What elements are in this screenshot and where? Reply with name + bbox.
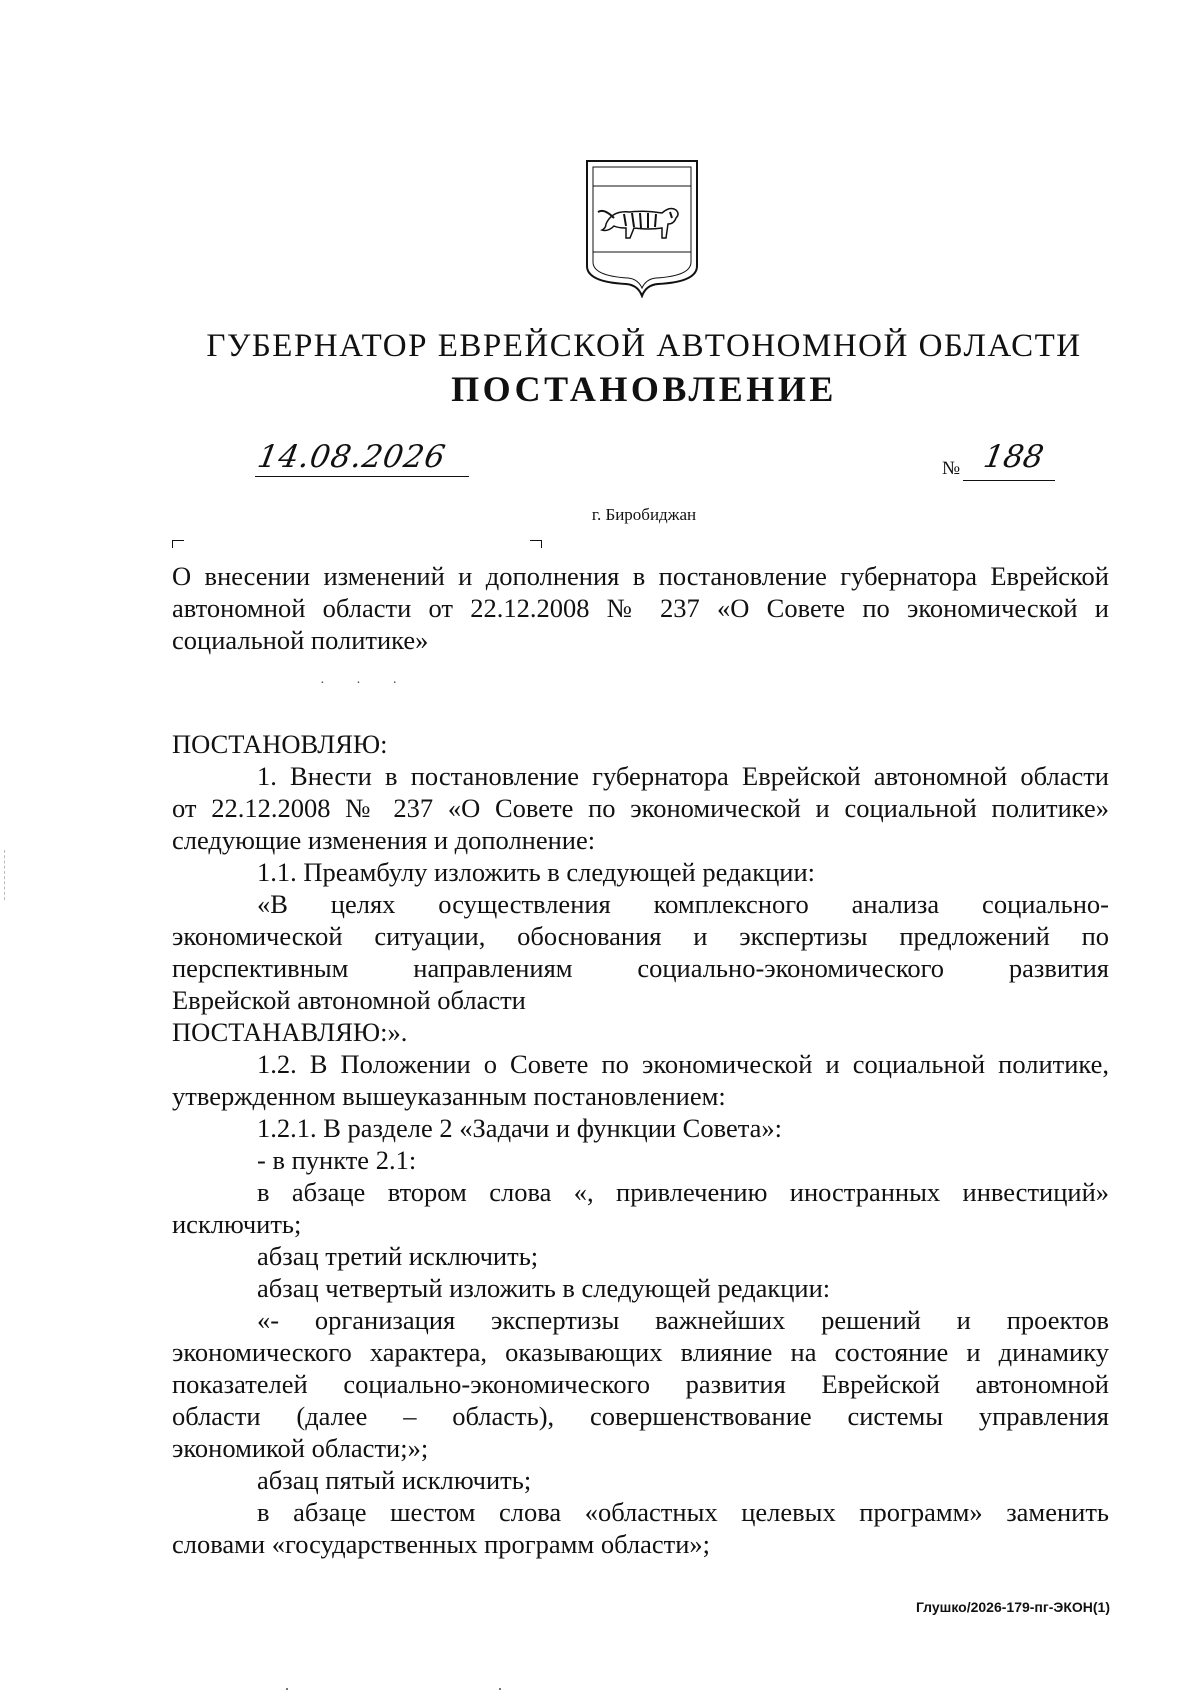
- document-code: Глушко/2026-179-пг-ЭКОН(1): [915, 1599, 1110, 1615]
- title-line: автономной области от 22.12.2008 № 237 «О Совете по экономической и: [172, 593, 1109, 623]
- body-line: экономического характера, оказывающих влияние на состояние и динамику: [172, 1337, 1109, 1367]
- body-line: Еврейской автономной области: [172, 985, 526, 1015]
- body-line: в абзаце втором слова «, привлечению иностранных инвестиций»: [257, 1177, 1109, 1207]
- body-line: следующие изменения и дополнение:: [172, 825, 596, 855]
- body-line: 1.1. Преамбулу изложить в следующей редакции:: [257, 857, 816, 887]
- body-line: от 22.12.2008 № 237 «О Совете по экономической и социальной политике»: [172, 793, 1109, 823]
- title-corner-left: [172, 540, 184, 548]
- document-type: ПОСТАНОВЛЕНИЕ: [451, 369, 837, 409]
- body-line: - в пункте 2.1:: [257, 1145, 417, 1175]
- body-line: словами «государственных программ области»;: [172, 1529, 711, 1559]
- authority-header: ГУБЕРНАТОР ЕВРЕЙСКОЙ АВТОНОМНОЙ ОБЛАСТИ: [206, 328, 1082, 364]
- body-line: 1.2. В Положении о Совете по экономической и социальной политике,: [257, 1049, 1109, 1079]
- document-number: 188: [980, 439, 1047, 475]
- body-line: «В целях осуществления комплексного анализа социально-: [257, 889, 1109, 919]
- body-line: абзац третий исключить;: [257, 1241, 539, 1271]
- title-corner-right: [530, 540, 542, 548]
- tiger-coat-of-arms-icon: [584, 158, 700, 298]
- body-line: области (далее – область), совершенствование системы управления: [172, 1401, 1109, 1431]
- resolve-heading: ПОСТАНОВЛЯЮ:: [172, 729, 388, 759]
- body-line: исключить;: [172, 1209, 302, 1239]
- body-line: 1.2.1. В разделе 2 «Задачи и функции Совета»:: [257, 1113, 783, 1143]
- body-line: перспективным направлениям социально-экономического развития: [172, 953, 1109, 983]
- number-label: №: [942, 458, 961, 479]
- scan-specks: · · ·: [320, 676, 411, 691]
- title-line: О внесении изменений и дополнения в постановление губернатора Еврейской: [172, 561, 1109, 591]
- number-underline: [963, 480, 1055, 481]
- title-line: социальной политике»: [172, 625, 429, 655]
- body-line: 1. Внести в постановление губернатора Еврейской автономной области: [257, 761, 1109, 791]
- document-date: 14.08.2026: [254, 439, 449, 475]
- body-line: экономической ситуации, обоснования и экспертизы предложений по: [172, 921, 1109, 951]
- body-line: в абзаце шестом слова «областных целевых программ» заменить: [257, 1497, 1109, 1527]
- body-line: утвержденном вышеуказанным постановлением:: [172, 1081, 726, 1111]
- document-body: [172, 728, 1109, 1560]
- body-line: абзац четвертый изложить в следующей редакции:: [257, 1273, 831, 1303]
- scan-speck: [499, 1688, 501, 1690]
- body-line: экономикой области;»;: [172, 1433, 429, 1463]
- scan-speck: [286, 1688, 288, 1690]
- city: г. Биробиджан: [591, 505, 697, 524]
- scan-margin-mark: [4, 850, 5, 900]
- body-line: абзац пятый исключить;: [257, 1465, 532, 1495]
- date-underline: [255, 476, 469, 477]
- coat-of-arms: [584, 158, 700, 298]
- body-line: показателей социально-экономического развития Еврейской автономной: [172, 1369, 1109, 1399]
- document-title: [172, 560, 1109, 656]
- body-line: «- организация экспертизы важнейших решений и проектов: [257, 1305, 1109, 1335]
- body-line: ПОСТАНАВЛЯЮ:».: [172, 1017, 408, 1047]
